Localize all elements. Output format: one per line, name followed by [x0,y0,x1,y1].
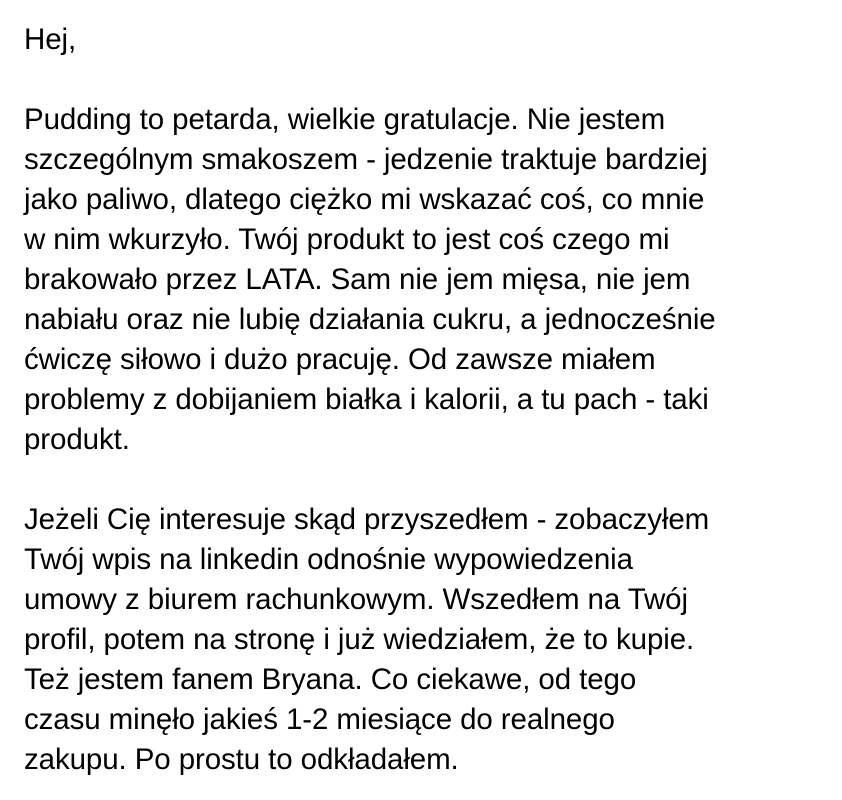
paragraph-spacer [24,460,834,500]
text-line: produkt. [24,423,130,456]
text-line: szczególnym smakoszem - jedzenie traktuje bardziej [24,143,708,176]
text-line: brakowało przez LATA. Sam nie jem mięsa, nie jem [24,263,691,296]
text-line: zakupu. Po prostu to odkładałem. [24,743,459,776]
text-line: w nim wkurzyło. Twój produkt to jest coś czego mi [24,223,670,256]
text-line: problemy z dobijaniem białka i kalorii, a tu pach - taki [24,383,709,416]
text-line: jako paliwo, dlatego ciężko mi wskazać coś, co mnie [24,183,705,216]
text-line: Też jestem fanem Bryana. Co ciekawe, od tego [24,663,637,696]
text-line: profil, potem na stronę i już wiedziałem, że to kupie. [24,623,695,656]
paragraph-spacer [24,60,834,100]
paragraph-2 [24,500,834,780]
message-body [24,20,834,780]
paragraph-1 [24,100,834,460]
text-line: Jeżeli Cię interesuje skąd przyszedłem - zobaczyłem [24,503,710,536]
text-line: umowy z biurem rachunkowym. Wszedłem na Twój [24,583,688,616]
text-line: Twój wpis na linkedin odnośnie wypowiedzenia [24,543,633,576]
text-line: czasu minęło jakieś 1-2 miesiące do realnego [24,703,615,736]
text-line: nabiału oraz nie lubię działania cukru, a jednocześnie [24,303,716,336]
text-line: Pudding to petarda, wielkie gratulacje. Nie jestem [24,103,666,136]
text-line: ćwiczę siłowo i dużo pracuję. Od zawsze miałem [24,343,656,376]
greeting-line: Hej, [24,23,77,56]
